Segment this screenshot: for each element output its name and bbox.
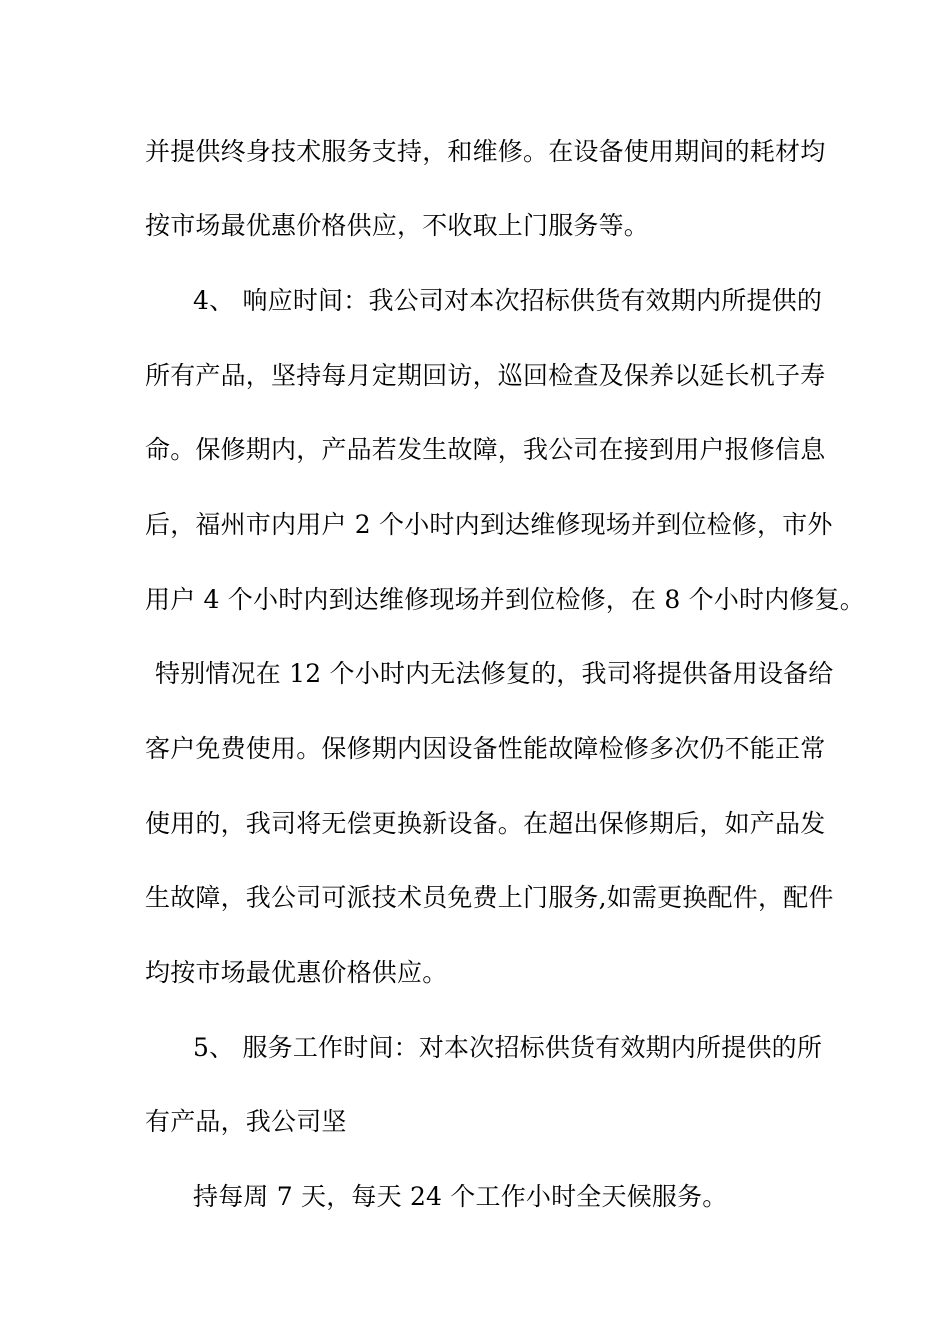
text-line: 均按市场最优惠价格供应。 <box>145 958 448 987</box>
text-line: 命。保修期内，产品若发生故障，我公司在接到用户报修信息 <box>145 435 826 464</box>
text-line: 持每周 7 天，每天 24 个工作小时全天候服务。 <box>193 1182 728 1211</box>
text-line: 所有产品，坚持每月定期回访，巡回检查及保养以延长机子寿 <box>145 361 826 390</box>
text-line: 使用的，我司将无偿更换新设备。在超出保修期后，如产品发 <box>145 809 826 838</box>
section-heading-line: 5、 服务工作时间：对本次招标供货有效期内所提供的所 <box>193 1033 823 1062</box>
text-line: 特别情况在 12 个小时内无法修复的，我司将提供备用设备给 <box>155 659 834 688</box>
text-line: 客户免费使用。保修期内因设备性能故障检修多次仍不能正常 <box>145 734 826 763</box>
section-heading-line: 4、 响应时间：我公司对本次招标供货有效期内所提供的 <box>193 286 823 315</box>
text-line: 并提供终身技术服务支持，和维修。在设备使用期间的耗材均 <box>145 137 826 166</box>
text-line: 有产品，我公司坚 <box>145 1107 347 1136</box>
text-line: 生故障，我公司可派技术员免费上门服务,如需更换配件，配件 <box>145 883 834 912</box>
text-line: 按市场最优惠价格供应，不收取上门服务等。 <box>145 211 650 240</box>
text-line: 用户 4 个小时内到达维修现场并到位检修，在 8 个小时内修复。 <box>145 585 866 614</box>
text-line: 后，福州市内用户 2 个小时内到达维修现场并到位检修，市外 <box>145 510 833 539</box>
